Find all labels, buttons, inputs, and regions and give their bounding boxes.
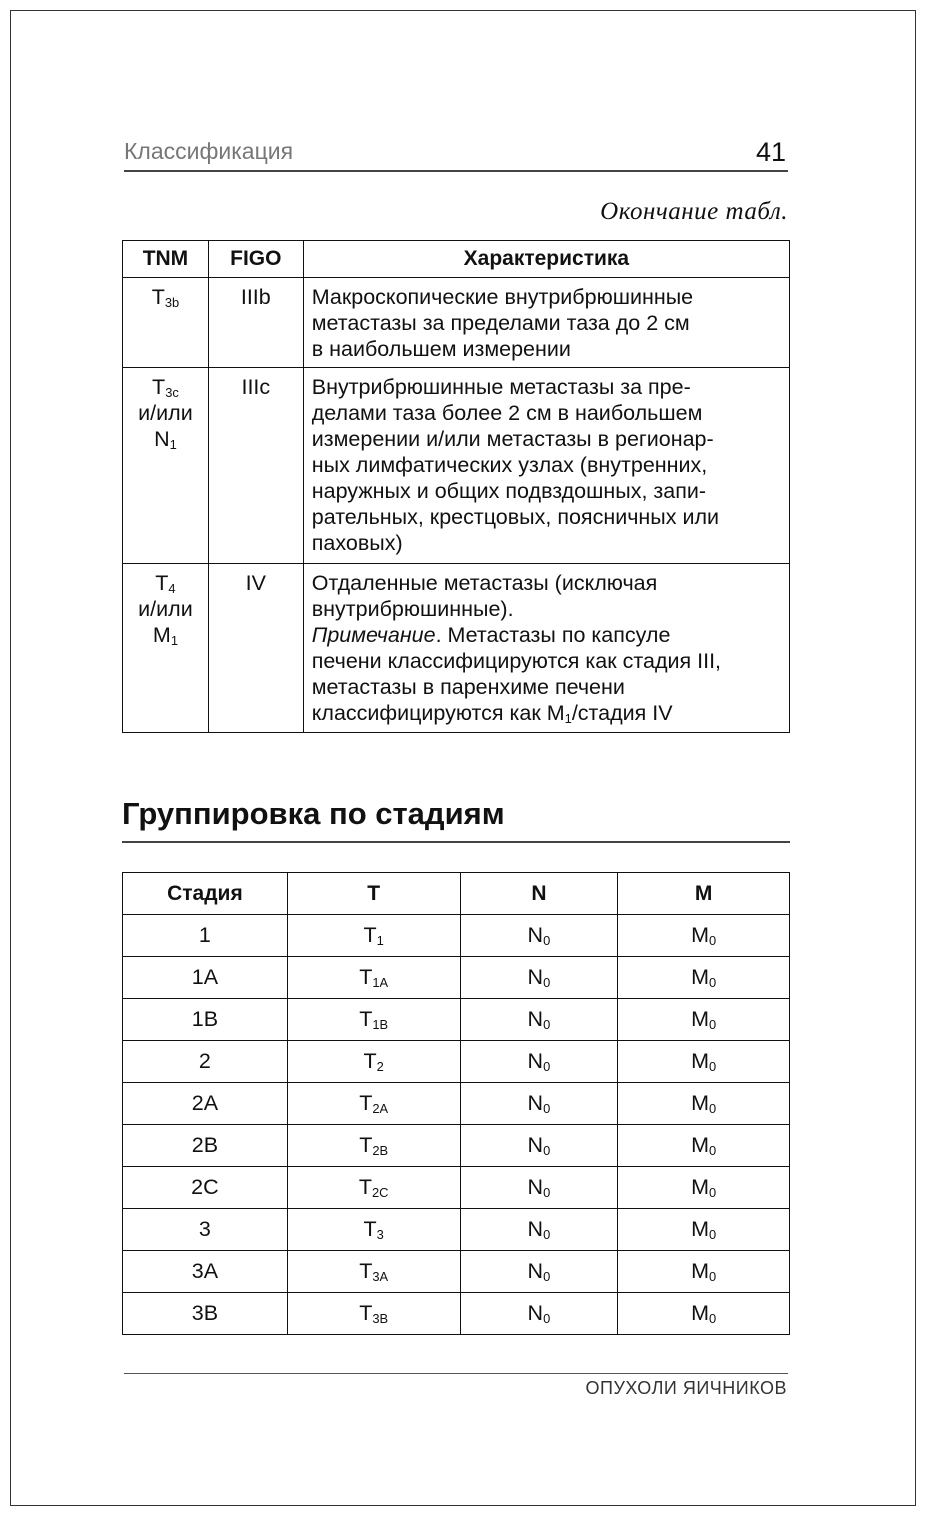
characteristic-cell bbox=[303, 564, 789, 733]
table-row bbox=[123, 1041, 790, 1083]
table-row bbox=[123, 1083, 790, 1125]
m-symbol: M bbox=[691, 1091, 709, 1115]
m-symbol: M bbox=[691, 1301, 709, 1325]
t-subscript: 3A bbox=[372, 1269, 389, 1285]
t-cell bbox=[287, 1125, 460, 1167]
desc-line: ных лимфатических узлах (внутренних, bbox=[311, 453, 708, 477]
note-text: . Метастазы по капсуле bbox=[435, 623, 671, 647]
t-cell bbox=[287, 1293, 460, 1335]
header-t: T bbox=[287, 873, 460, 915]
table-header-row bbox=[123, 873, 790, 915]
footer-rule bbox=[124, 1373, 788, 1374]
desc-line: паховых) bbox=[311, 531, 403, 555]
table-row bbox=[123, 999, 790, 1041]
n-cell bbox=[460, 1083, 618, 1125]
t-subscript: 2 bbox=[376, 1059, 384, 1075]
desc-line: метастазы за пределами таза до 2 см bbox=[311, 311, 690, 335]
stage-cell: 2C bbox=[123, 1167, 288, 1209]
figo-cell: IIIc bbox=[208, 368, 303, 564]
tnm-symbol: T bbox=[151, 285, 165, 309]
t-symbol: T bbox=[359, 1133, 373, 1157]
t-subscript: 1A bbox=[372, 975, 389, 991]
n-symbol: N bbox=[527, 965, 544, 989]
desc-line: измерении и/или метастазы в регионар- bbox=[311, 427, 714, 451]
n-subscript: 0 bbox=[543, 1017, 551, 1033]
m-subscript: 0 bbox=[709, 933, 717, 949]
t-subscript: 2C bbox=[372, 1185, 389, 1201]
m-subscript: 0 bbox=[709, 1269, 717, 1285]
tnm-cell bbox=[123, 278, 209, 368]
header-tnm: TNM bbox=[123, 241, 209, 278]
section-title: Группировка по стадиям bbox=[122, 796, 505, 831]
t-symbol: T bbox=[359, 1301, 373, 1325]
n-symbol: N bbox=[527, 1007, 544, 1031]
n-cell bbox=[460, 1209, 618, 1251]
n-subscript: 0 bbox=[543, 933, 551, 949]
t-cell bbox=[287, 915, 460, 957]
table-row bbox=[123, 1125, 790, 1167]
tnm-subscript: 3c bbox=[165, 385, 179, 401]
m-symbol: M bbox=[691, 1007, 709, 1031]
stage-cell: 2A bbox=[123, 1083, 288, 1125]
t-symbol: T bbox=[363, 1049, 377, 1073]
t-cell bbox=[287, 1083, 460, 1125]
header-characteristic: Характеристика bbox=[303, 241, 789, 278]
characteristic-cell bbox=[303, 368, 789, 564]
t-subscript: 1B bbox=[372, 1017, 389, 1033]
m-symbol: M bbox=[691, 923, 709, 947]
n-symbol: N bbox=[527, 1049, 544, 1073]
table-row bbox=[123, 278, 790, 368]
n-cell bbox=[460, 1251, 618, 1293]
n-subscript: 0 bbox=[543, 1059, 551, 1075]
m-cell bbox=[618, 1041, 790, 1083]
stage-cell: 1 bbox=[123, 915, 288, 957]
m-subscript: 0 bbox=[709, 1185, 717, 1201]
n-cell bbox=[460, 1293, 618, 1335]
n-cell bbox=[460, 1041, 618, 1083]
desc-line: рательных, крестцовых, поясничных или bbox=[311, 505, 720, 529]
t-subscript: 1 bbox=[376, 933, 384, 949]
m-symbol: M bbox=[691, 1259, 709, 1283]
tnm-symbol: N bbox=[154, 427, 170, 451]
note-text: метастазы в паренхиме печени bbox=[311, 675, 625, 699]
n-subscript: 0 bbox=[543, 1227, 551, 1243]
desc-line: делами таза более 2 см в наибольшем bbox=[311, 401, 703, 425]
stage-cell: 2B bbox=[123, 1125, 288, 1167]
t-subscript: 3B bbox=[372, 1311, 389, 1327]
tnm-symbol: T bbox=[152, 375, 166, 399]
m-subscript: 0 bbox=[709, 1059, 717, 1075]
desc-line: Макроскопические внутрибрюшинные bbox=[311, 285, 694, 309]
tnm-cell bbox=[123, 564, 209, 733]
section-rule bbox=[122, 841, 790, 843]
n-cell bbox=[460, 999, 618, 1041]
note-line bbox=[312, 622, 781, 648]
m-symbol: M bbox=[691, 965, 709, 989]
footer-text: ОПУХОЛИ ЯИЧНИКОВ bbox=[585, 1378, 787, 1398]
m-symbol: M bbox=[691, 1175, 709, 1199]
n-subscript: 0 bbox=[543, 1143, 551, 1159]
n-subscript: 0 bbox=[543, 975, 551, 991]
n-symbol: N bbox=[527, 1133, 544, 1157]
note-line bbox=[312, 700, 781, 726]
t-cell bbox=[287, 957, 460, 999]
n-subscript: 0 bbox=[543, 1185, 551, 1201]
m-symbol: M bbox=[691, 1049, 709, 1073]
t-subscript: 2B bbox=[372, 1143, 389, 1159]
t-symbol: T bbox=[359, 1007, 373, 1031]
table-row bbox=[123, 957, 790, 999]
tnm-symbol: T bbox=[155, 571, 169, 595]
n-cell bbox=[460, 915, 618, 957]
t-subscript: 2A bbox=[372, 1101, 389, 1117]
m-cell bbox=[618, 1209, 790, 1251]
m-cell bbox=[618, 915, 790, 957]
t-cell bbox=[287, 1209, 460, 1251]
m-cell bbox=[618, 1167, 790, 1209]
stage-cell: 3B bbox=[123, 1293, 288, 1335]
table-row bbox=[123, 1209, 790, 1251]
t-symbol: T bbox=[363, 923, 377, 947]
m-subscript: 0 bbox=[709, 1101, 717, 1117]
stage-grouping-table bbox=[122, 872, 790, 1335]
characteristic-cell bbox=[303, 278, 789, 368]
n-cell bbox=[460, 957, 618, 999]
note-label: Примечание bbox=[311, 623, 436, 647]
desc-line: Отдаленные метастазы (исключая bbox=[311, 571, 658, 595]
t-cell bbox=[287, 1167, 460, 1209]
stage-cell: 3A bbox=[123, 1251, 288, 1293]
desc-line: наружных и общих подвздошных, запи- bbox=[311, 479, 707, 503]
tnm-subscript: 3b bbox=[164, 295, 180, 311]
t-cell bbox=[287, 999, 460, 1041]
figo-cell: IIIb bbox=[208, 278, 303, 368]
tnm-symbol: M bbox=[152, 623, 171, 647]
t-symbol: T bbox=[359, 1091, 373, 1115]
m-cell bbox=[618, 957, 790, 999]
m-subscript: 0 bbox=[709, 1143, 717, 1159]
stage-cell: 3 bbox=[123, 1209, 288, 1251]
running-title: Классификация bbox=[124, 138, 294, 164]
desc-line: внутрибрюшинные). bbox=[311, 597, 514, 621]
table-continuation-note: Окончание табл. bbox=[600, 198, 788, 225]
m-subscript: 0 bbox=[709, 1017, 717, 1033]
stage-cell: 1A bbox=[123, 957, 288, 999]
stage-cell: 2 bbox=[123, 1041, 288, 1083]
t-cell bbox=[287, 1251, 460, 1293]
header-n: N bbox=[460, 873, 618, 915]
note-text: /стадия IV bbox=[571, 701, 673, 725]
t-cell bbox=[287, 1041, 460, 1083]
tnm-conjunction: и/или bbox=[138, 401, 193, 425]
table-row bbox=[123, 1293, 790, 1335]
note-text: печени классифицируются как стадия III, bbox=[311, 649, 722, 673]
tnm-figo-table bbox=[122, 240, 790, 733]
tnm-cell bbox=[123, 368, 209, 564]
table-row bbox=[123, 1167, 790, 1209]
header-stage: Стадия bbox=[123, 873, 288, 915]
n-symbol: N bbox=[527, 1091, 544, 1115]
n-symbol: N bbox=[527, 1301, 544, 1325]
header-figo: FIGO bbox=[208, 241, 303, 278]
m-cell bbox=[618, 1293, 790, 1335]
t-symbol: T bbox=[363, 1217, 377, 1241]
n-subscript: 0 bbox=[543, 1269, 551, 1285]
page-number: 41 bbox=[755, 137, 786, 167]
table-row bbox=[123, 564, 790, 733]
tnm-conjunction: и/или bbox=[138, 597, 193, 621]
figo-cell: IV bbox=[208, 564, 303, 733]
stage-cell: 1B bbox=[123, 999, 288, 1041]
m-symbol: M bbox=[691, 1217, 709, 1241]
n-subscript: 0 bbox=[543, 1311, 551, 1327]
n-symbol: N bbox=[527, 1259, 544, 1283]
n-cell bbox=[460, 1125, 618, 1167]
tnm-subscript: 4 bbox=[168, 581, 176, 597]
table-row bbox=[123, 915, 790, 957]
m-subscript: 0 bbox=[709, 975, 717, 991]
header-m: M bbox=[618, 873, 790, 915]
t-symbol: T bbox=[359, 1259, 373, 1283]
tnm-subscript: 1 bbox=[170, 633, 178, 649]
m-cell bbox=[618, 999, 790, 1041]
m-subscript: 0 bbox=[709, 1311, 717, 1327]
n-subscript: 0 bbox=[543, 1101, 551, 1117]
n-symbol: N bbox=[527, 1217, 544, 1241]
m-cell bbox=[618, 1083, 790, 1125]
n-symbol: N bbox=[527, 923, 544, 947]
running-head bbox=[124, 134, 788, 172]
note-text: классифицируются как M bbox=[311, 701, 565, 725]
desc-line: Внутрибрюшинные метастазы за пре- bbox=[311, 375, 691, 399]
n-cell bbox=[460, 1167, 618, 1209]
m-symbol: M bbox=[691, 1133, 709, 1157]
t-subscript: 3 bbox=[376, 1227, 384, 1243]
note-subscript: 1 bbox=[564, 711, 572, 727]
t-symbol: T bbox=[359, 965, 373, 989]
m-cell bbox=[618, 1125, 790, 1167]
table-row bbox=[123, 368, 790, 564]
m-cell bbox=[618, 1251, 790, 1293]
t-symbol: T bbox=[358, 1175, 372, 1199]
table-header-row bbox=[123, 241, 790, 278]
n-symbol: N bbox=[527, 1175, 544, 1199]
desc-line: в наибольшем измерении bbox=[311, 337, 571, 361]
tnm-subscript: 1 bbox=[169, 437, 177, 453]
m-subscript: 0 bbox=[709, 1227, 717, 1243]
table-row bbox=[123, 1251, 790, 1293]
